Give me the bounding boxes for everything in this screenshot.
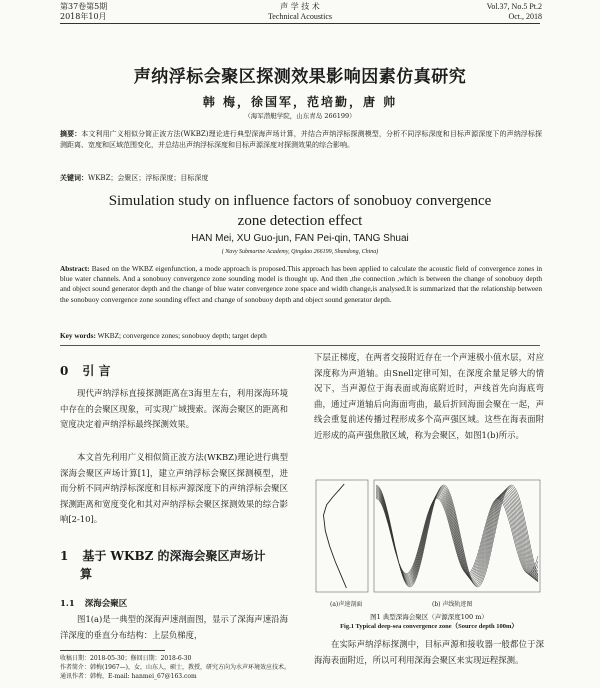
figure-1 [314,478,544,596]
journal-date-en: Oct., 2018 [508,12,542,21]
abstract-rule [60,345,540,346]
figure-a-panel [316,480,368,592]
authors-en: HAN Mei, XU Guo-jun, FAN Pei-qin, TANG Shuai [191,233,409,244]
abstract-en [60,264,542,305]
keywords-en [60,331,542,340]
abstract-cn-label: 摘要： [60,129,82,138]
ray-path [376,498,538,575]
section1-line1 [60,547,266,565]
journal-date: 2018年10月 [60,12,107,21]
journal-volume-en: Vol.37, No.5 Pt.2 [486,2,542,11]
intro-paragraph-2: 本文首先利用广义相似简正波方法(WKBZ)理论进行典型深海会聚区声场计算[1]，建立声纳浮标会聚区探测模型，进而分析不同声纳浮标深度和目标声源深度下的声纳浮标会聚区探测距离和宽度变化和其对声纳浮标会聚区探测效果的综合影响[2-10]。 [60,452,288,525]
section0-heading [60,362,111,379]
ray-path [376,495,538,576]
figure-b-panel [374,480,540,592]
footnote-rule [60,650,165,651]
figure-a-frame [316,480,368,592]
ray-path [376,497,538,576]
keywords-cn-label: 关键词： [60,173,88,182]
footnote-author: 作者简介：韩梅(1967—)，女，山东人，硕士，教授，研究方向为水声环境效应技术。 [60,664,290,671]
journal-name-cn: 声 学 技 术 [280,2,320,11]
affiliation-cn: （海军潜艇学院，山东青岛 266199） [244,112,356,120]
ray-path [376,491,538,580]
figure-1-svg [314,478,544,596]
ray-path [376,486,538,586]
journal-volume: 第37卷第5期 [60,2,108,11]
keywords-cn [60,173,542,183]
right-column-text: 下层正梯度，在两者交接附近存在一个声速极小值水层，对应深度称为声道轴。由Snell定律可知，在深度余量足够大的情况下，当声源位于海表面或海底附近时，声线首先向海底弯曲，通过声道轴后向海面弯曲，最后折回海面会聚在一起，声线会重复前述传播过程形成多个高声强区域。这些在海表面附近形成的高声强焦散区域，称为会聚区，如图1(b)所示。 [314,352,544,440]
ray-path [376,485,538,587]
keywords-en-text: WKBZ; convergence zones; sonobuoy depth; target depth [97,331,267,340]
figure-b-label: (b) 声线轨迹图 [432,601,473,608]
subsection-1-1 [60,597,127,609]
subsection-1-1-num: 1.1 [60,599,75,609]
journal-name-en: Technical Acoustics [267,12,333,21]
footnote [60,654,290,681]
section1-heading [60,547,266,583]
section1-title-1: 基于 WKBZ 的深海会聚区声场计 [82,549,266,563]
keywords-cn-text: WKBZ；会聚区；浮标深度；目标深度 [88,174,209,182]
ray-trajectories [376,485,538,587]
subsection-1-1-title: 深海会聚区 [84,599,128,609]
figure-caption-en: Fig.1 Typical deep-sea convergence zone（Source depth 100m） [340,623,518,630]
abstract-en-text: Based on the WKBZ eigenfunction, a mode approach is proposed.This approach has been applied to calculate the acoustic field of convergence zones in blue water channels. And a sonobuoy convergence zone sounding model is thought up. And then ,the connection ,which is between the change of sonobuoy depth and object sound generator depth and the change of blue water convergence zone space and width change,is analysed.It is summarized that the relationship between the sonobuoy convergence zone sounding effect and change of sonobuoy depth and object sound generator depth. [60,264,543,304]
section1-title-2: 算 [80,567,93,581]
header-rule [60,23,540,24]
abstract-en-label: Abstract: [60,264,90,273]
footnote-contact: 通讯作者：韩梅，E-mail: hanmei_67@163.com [60,673,197,680]
figure-a-label: (a)声速剖面 [330,601,363,608]
figure-b-frame [374,480,540,592]
footnote-dates: 收稿日期：2018-05-30；修回日期：2018-6-30 [60,655,192,662]
title-en-line2: zone detection effect [237,213,363,229]
section0-title: 引 言 [82,364,111,378]
authors-cn: 韩 梅，徐国军，范培勤，唐 帅 [202,95,398,109]
title-cn: 声纳浮标会聚区探测效果影响因素仿真研究 [133,67,467,87]
figure-caption-cn: 图1 典型深海会聚区（声源深度100 m） [370,613,488,621]
intro-paragraph-1: 现代声纳浮标直接探测距离在3海里左右，利用深海环境中存在的会聚区现象，可实现广域搜索。深海会聚区的距离和宽度决定着声纳浮标最终探测效果。 [60,388,288,430]
sound-speed-curve [324,484,347,588]
right-column-bottom-text: 在实际声纳浮标探测中，目标声源和接收器一般都位于深海海表面附近，所以可利用深海会聚区来实现远程探测。 [314,639,544,665]
abstract-cn-text: 本文利用广义相似分简正波方法(WKBZ)理论进行典型深海声场计算，并结合声纳浮标探测模型，分析不同浮标深度和目标声源深度下的声纳浮标探测距离、宽度和区域范围变化，并总结出声纳浮标深度和目标声源深度对探测效果的综合影响。 [60,130,542,149]
section1-num: 1 [60,549,69,563]
abstract-cn [60,128,542,151]
section0-num: 0 [60,364,69,378]
title-en [0,191,600,231]
section-1-1-text: 图1(a)是一典型的深海声速剖面图，显示了深海声速沿海洋深度的垂直分布结构：上层负梯度， [60,614,288,640]
title-en-line1: Simulation study on influence factors of sonobuoy convergence [108,193,492,209]
affiliation-en: ( Navy Submarine Academy, Qingdao 266199, Shandong, China) [221,249,379,255]
keywords-en-label: Key words: [60,331,96,340]
